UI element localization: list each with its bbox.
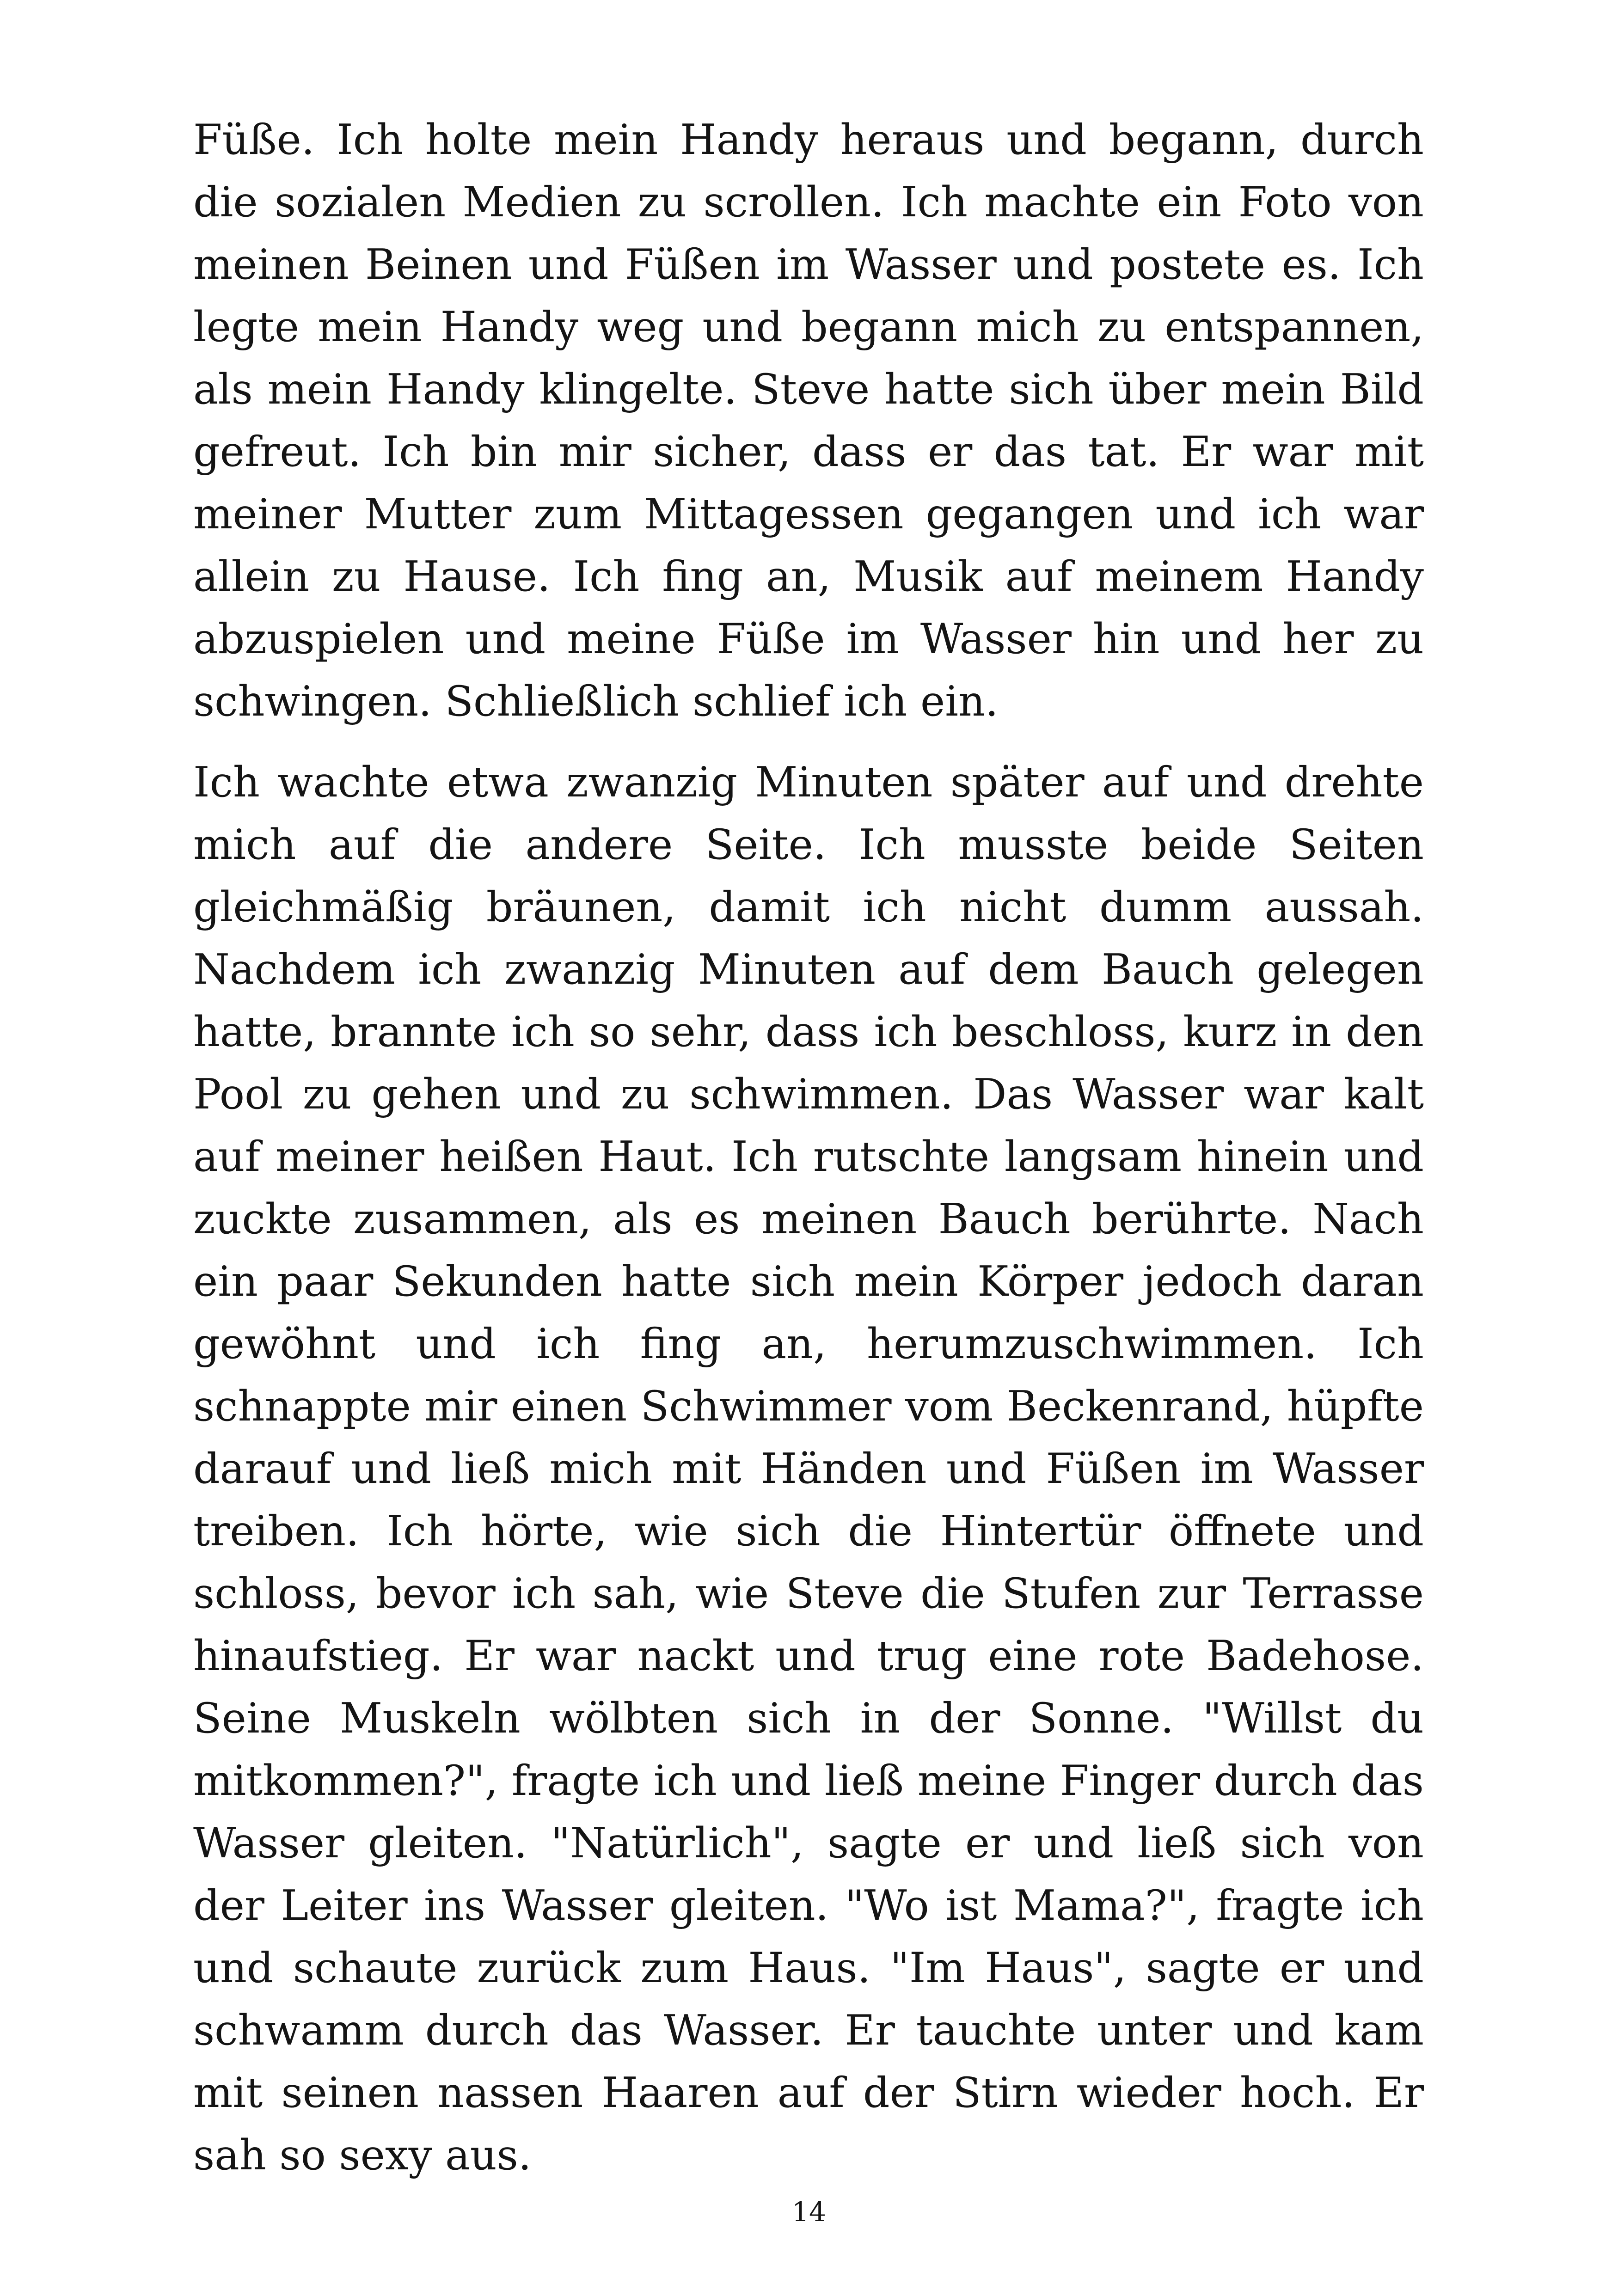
body-text [193,109,1424,2186]
paragraph-2: Ich wachte etwa zwanzig Minuten später auf und drehte mich auf die andere Seite. Ich musste beide Seiten gleichmäßig bräunen, damit ich nicht dumm aussah. Nachdem ich zwanzig Minuten auf dem Bauch gelegen hatte, brannte ich so sehr, dass ich beschloss, kurz in den Pool zu gehen und zu schwimmen. Das Wasser war kalt auf meiner heißen Haut. Ich rutschte langsam hinein und zuckte zusammen, als es meinen Bauch berührte. Nach ein paar Sekunden hatte sich mein Körper jedoch daran gewöhnt und ich fing an, herumzuschwimmen. Ich schnappte mir einen Schwimmer vom Beckenrand, hüpfte darauf und ließ mich mit Händen und Füßen im Wasser treiben. Ich hörte, wie sich die Hintertür öffnete und schloss, bevor ich sah, wie Steve die Stufen zur Terrasse hinaufstieg. Er war nackt und trug eine rote Badehose. Seine Muskeln wölbten sich in der Sonne. "Willst du mitkommen?", fragte ich und ließ meine Finger durch das Wasser gleiten. "Natürlich", sagte er und ließ sich von der Leiter ins Wasser gleiten. "Wo ist Mama?", fragte ich und schaute zurück zum Haus. "Im Haus", sagte er und schwamm durch das Wasser. Er tauchte unter und kam mit seinen nassen Haaren auf der Stirn wieder hoch. Er sah so sexy aus. [193,758,1424,2180]
paragraph-1: Füße. Ich holte mein Handy heraus und begann, durch die sozialen Medien zu scrollen. Ich machte ein Foto von meinen Beinen und Füßen im Wasser und postete es. Ich legte mein Handy weg und begann mich zu entspannen, als mein Handy klingelte. Steve hatte sich über mein Bild gefreut. Ich bin mir sicher, dass er das tat. Er war mit meiner Mutter zum Mittagessen gegangen und ich war allein zu Hause. Ich fing an, Musik auf meinem Handy abzuspielen und meine Füße im Wasser hin und her zu schwingen. Schließlich schlief ich ein. [193,116,1424,726]
page-number: 14 [792,2196,826,2228]
